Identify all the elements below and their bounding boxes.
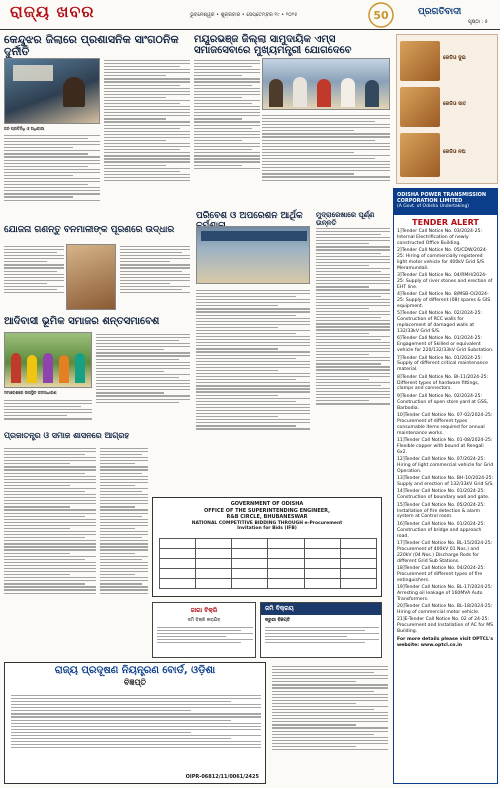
tender-notice-item: 13]Tender Call Notice No. BH-10/2024-25: Supply and erection of 132/33kV Grid S/S.	[397, 476, 494, 487]
tender-notice-item: 4]Tender Call Notice No. 8/MSB-O/2024-25: Supply of different (08) spares & GIS equipment.	[397, 292, 491, 309]
tender-notice-item: 15]Tender Call Notice No. 05/2024-25: Installation of fire detection & alarm system at Control room.	[397, 502, 485, 520]
radio-label-2: ରେଡିଓ ସାତ	[443, 101, 467, 107]
story-body-7b	[100, 446, 148, 656]
mini-ad-title: ଜମି ବିକ୍ରୟ	[261, 603, 381, 615]
story-body-5	[196, 288, 310, 488]
story-body-3b	[120, 244, 190, 310]
story-body-3a	[4, 244, 64, 310]
side-ad-sub: ଜମି ବିକ୍ରି କରାଯିବ	[187, 618, 221, 623]
tender-notice-list	[394, 229, 497, 635]
tender-notice-item: 16]Tender Call Notice No. 01/2024-25: Construction of bridge and approach road.	[397, 521, 485, 539]
radio-image-1	[400, 41, 440, 81]
tender-advert	[393, 188, 498, 784]
govt-line-4: NATIONAL COMPETITIVE BIDDING THROUGH e-Procurement	[191, 520, 343, 526]
paper-name: ପ୍ରଗତିବାଦୀ	[418, 7, 462, 17]
tender-notice-item: 20]Tender Call Notice No. BL-18/2024-25: Hiring of commercial motor vehicle.	[397, 604, 493, 615]
tender-notice-item: 7]Tender Call Notice No. 01/2024-25: Supply of different critical maintenance material.	[397, 355, 488, 373]
mini-ad-body	[265, 625, 379, 655]
tender-notice-item: 10]Tender Call Notice No. 07-02/2024-25: Procurement of different types consumable items required for annual maintenance works.	[397, 412, 493, 436]
radio-label-3: ରେଡିଓ ନଅ	[443, 149, 466, 155]
govt-bid-table	[159, 538, 377, 589]
tender-alert: TENDER ALERT	[412, 218, 479, 227]
notice-heading: ବିଜ୍ଞପ୍ତି	[123, 678, 147, 687]
tender-notice-item: 3]Tender Call Notice No. 04/RMH/2024-25: Supply of river stones and erection of EHT line.	[397, 273, 493, 290]
story-body-1a	[4, 133, 100, 221]
story-headline-3: ଯୋଜନା ଗଣନ୍ତୁ ବନମାଳୀଙ୍କ ପୂରଣରେ ଉଦ୍ଧାର	[4, 225, 175, 235]
mini-advert	[260, 602, 382, 658]
anniversary-number: 50	[373, 9, 389, 22]
tender-notice-item: 1]Tender Call Notice No. 03/2024-25: Internal Electrification of newly constructed Office Building.	[397, 229, 482, 246]
section-title: ରାଜ୍ୟ ଖବର	[10, 2, 95, 21]
tender-notice-item: 5]Tender Call Notice No. 02/2024-25: Construction of RCC walls for replacement of damaged walls at 132/33kV Grid S/S.	[397, 311, 482, 334]
govt-line-5: Invitation for Bids (IFB)	[237, 526, 297, 532]
notice-body	[11, 693, 261, 771]
story-photo-1	[4, 58, 100, 124]
side-ad-body	[157, 625, 253, 655]
tender-company: ODISHA POWER TRANSMISSION CORPORATION LIMITED	[397, 192, 487, 204]
story-body-7a	[4, 446, 96, 656]
story-body-6	[316, 226, 390, 492]
story-body-2b	[262, 113, 390, 208]
tender-notice-item: 21]E-Tender Call Notice No. 02 of 24-25: Procurement and Installation of AC for MS Building.	[397, 617, 494, 635]
story-headline-7: ପ୍ରଜାତନ୍ତ୍ର ଓ ସମାଜ ଶାସନରେ ଆଗ୍ରହ	[4, 431, 130, 440]
radio-image-3	[400, 133, 440, 177]
story-body-2a	[194, 58, 260, 208]
tender-notice-item: 19]Tender Call Notice No. BL-17/2024-25: Arresting oil leakage of 160MVA Auto Transformers.	[397, 585, 493, 602]
tender-header	[394, 189, 497, 215]
story-headline-4: ଆଦିବାସୀ ଭୂମିକ ସମାଜର ଶନ୍ତସମାବେଶ	[4, 316, 160, 327]
story-headline-2: ମୟୂରଭଞ୍ଜ ଜିଲ୍ଲା ସାମୁଦାୟିକ ଏମ୍ସ ସମାଜସେବାରେ ମୁଖ୍ୟମନ୍ତ୍ରୀ ଯୋଗଦେବେ	[194, 34, 352, 56]
tender-notice-item: 2]Tender Call Notice No. 05/CDW/2024-25: Hiring of commercially registered light motor vehicle for 400kV Grid S/S Meramundali.	[397, 248, 488, 271]
photo-caption-2: ସମାବେଶରେ ଉପସ୍ଥିତ ଜନସାଧାରଣ	[4, 390, 57, 395]
govt-line-1: GOVERNMENT OF ODISHA	[230, 501, 304, 507]
tender-notice-item: 11]Tender Call Notice No. 01-08/2024-25: Flexible copper with bound at Rengali 6x2.	[397, 437, 493, 455]
page-number: ପୃଷ୍ଠା : ୫	[468, 19, 488, 25]
side-ad-title: ଜାଗା ବିକ୍ରି	[190, 607, 218, 614]
tender-notice-item: 12]Tender Call Notice No. 07/2024-25: Hiring of light commercial vehicle for Grid Operation.	[397, 457, 494, 474]
photo-caption-1: ଜନ ପ୍ରତିନିଧି ଓ ଅଧିକାରୀ	[4, 126, 45, 131]
story-photo-5	[196, 226, 310, 284]
mini-ad-sub: ଜରୁରୀ ବିଜ୍ଞପ୍ତି	[265, 618, 291, 623]
masthead	[0, 0, 500, 30]
tender-notice-item: 17]Tender Call Notice No. BL-15/2024-25: Procurement of 400kV 01 Nos.) and 220kV (04 Nos.) Discharge Rods for different Grid Sub Stations.	[397, 540, 493, 564]
tender-notice-item: 9]Tender Call Notice No. 02/2024-25: Construction of open store yard at GSS, Barbodia.	[397, 393, 489, 411]
story-body-8	[272, 664, 388, 784]
story-body-4b	[4, 398, 92, 428]
story-headline-6: ମୁଦ୍ରାରେଖାରେ ପୂର୍ଣ୍ଣ ଉନ୍ନତି	[316, 211, 375, 227]
story-body-1b	[104, 58, 190, 221]
government-advert	[152, 497, 382, 597]
radio-image-2	[400, 87, 440, 127]
issue-date: ଭୁବନେଶ୍ୱର • ଶୁକ୍ରବାର • ସେପ୍ଟେମ୍ବର ୧୯ • ୨୦୨୫	[190, 12, 298, 18]
story-photo-3	[66, 244, 116, 310]
story-photo-4	[4, 332, 92, 388]
tender-notice-item: 8]Tender Call Notice No. BI-11/2024-25: Different types of hardware fittings, clamps and connectors.	[397, 374, 489, 392]
radio-label-1: ରେଡିଓ ଦୁଇ	[443, 55, 466, 61]
pollution-board-notice	[4, 662, 266, 784]
story-body-4a	[96, 332, 190, 428]
story-headline-1: କେନ୍ଦୁଝର ଜିଲାରେ ପ୍ରଶାସନିକ ସାଂଗଠନିକ ଦୁର୍ନୀତି	[4, 33, 179, 59]
tender-subtitle: (A Govt. of Odisha Undertaking)	[397, 204, 470, 209]
radio-advert	[396, 34, 498, 184]
side-advert	[152, 602, 256, 658]
govt-line-2: OFFICE OF THE SUPERINTENDING ENGINEER,	[203, 507, 331, 514]
notice-title: ରାଜ୍ୟ ପ୍ରଦୂଷଣ ନିୟନ୍ତ୍ରଣ ବୋର୍ଡ, ଓଡ଼ିଶା	[54, 665, 216, 676]
notice-ref: OIPR-06812/11/0061/2425	[185, 774, 259, 780]
govt-line-3: R&B CIRCLE, BHUBANESWAR	[226, 514, 308, 520]
tender-notice-item: 14]Tender Call Notice No. 01/2024-25: Construction of boundary wall and gate.	[397, 489, 490, 501]
story-headline-5: ପରିବେଶ ଓ ଅପରେଶନ ଆର୍ଥିକ	[196, 211, 303, 221]
tender-notice-item: 6]Tender Call Notice No. 01/2024-25: Engagement of Skilled or equivalent vehicle for 220/132/33kV Grid Substation.	[397, 336, 494, 354]
story-photo-2	[262, 58, 390, 110]
tender-notice-item: 18]Tender Call Notice No. 04/2024-25: Procurement of different types of fire extinguishers.	[397, 565, 485, 583]
tender-footer: For more details please visit OPTCL's website: www.optcl.co.in	[397, 637, 494, 648]
